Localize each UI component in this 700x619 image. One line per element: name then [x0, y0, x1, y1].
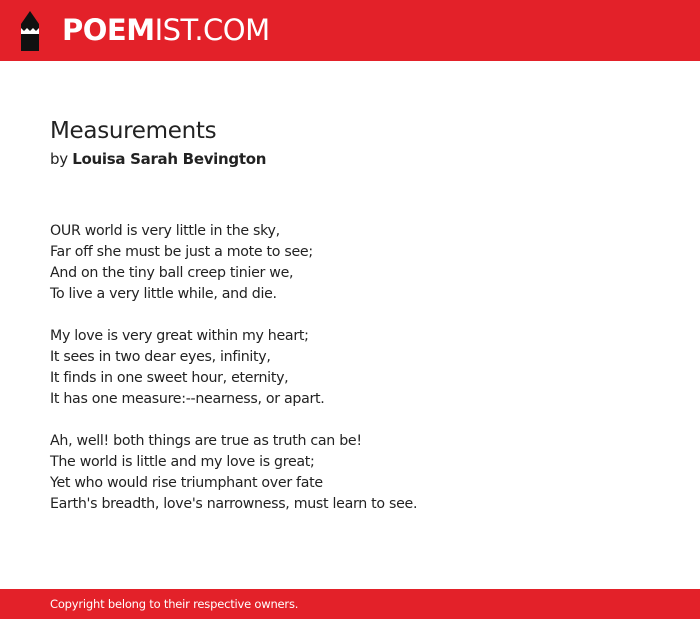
- poem-line: The world is little and my love is great;: [50, 454, 315, 470]
- brand-wordmark: [62, 0, 270, 61]
- poem-content: [50, 116, 670, 536]
- stanza: [50, 326, 670, 410]
- poem-line: Ah, well! both things are true as truth can be!: [50, 433, 362, 449]
- site-logo-link[interactable]: [18, 0, 270, 61]
- poem-line: Earth's breadth, love's narrowness, must learn to see.: [50, 496, 418, 512]
- poem-line: It sees in two dear eyes, infinity,: [50, 349, 271, 365]
- poem-line: To live a very little while, and die.: [50, 286, 277, 302]
- poem-title: Measurements: [50, 118, 217, 144]
- site-header: [0, 0, 700, 61]
- author-link[interactable]: Louisa Sarah Bevington: [72, 150, 267, 168]
- poem-line: It has one measure:--nearness, or apart.: [50, 391, 325, 407]
- brand-wordmark-strong: POEM: [62, 13, 155, 47]
- poem-line: OUR world is very little in the sky,: [50, 223, 280, 239]
- poem-line: Yet who would rise triumphant over fate: [50, 475, 323, 491]
- poem-line: Far off she must be just a mote to see;: [50, 244, 313, 260]
- brand-wordmark-light: IST.COM: [154, 13, 270, 47]
- site-footer: [0, 589, 700, 619]
- by-label: by: [50, 150, 68, 168]
- copyright-text: Copyright belong to their respective owners.: [50, 597, 299, 611]
- poem-body: [50, 221, 670, 515]
- poem-byline: [50, 147, 670, 171]
- poem-line: My love is very great within my heart;: [50, 328, 309, 344]
- stanza: [50, 221, 670, 305]
- pen-nib-icon: [18, 10, 42, 52]
- poem-line: It finds in one sweet hour, eternity,: [50, 370, 289, 386]
- poem-line: And on the tiny ball creep tinier we,: [50, 265, 294, 281]
- stanza: [50, 431, 670, 515]
